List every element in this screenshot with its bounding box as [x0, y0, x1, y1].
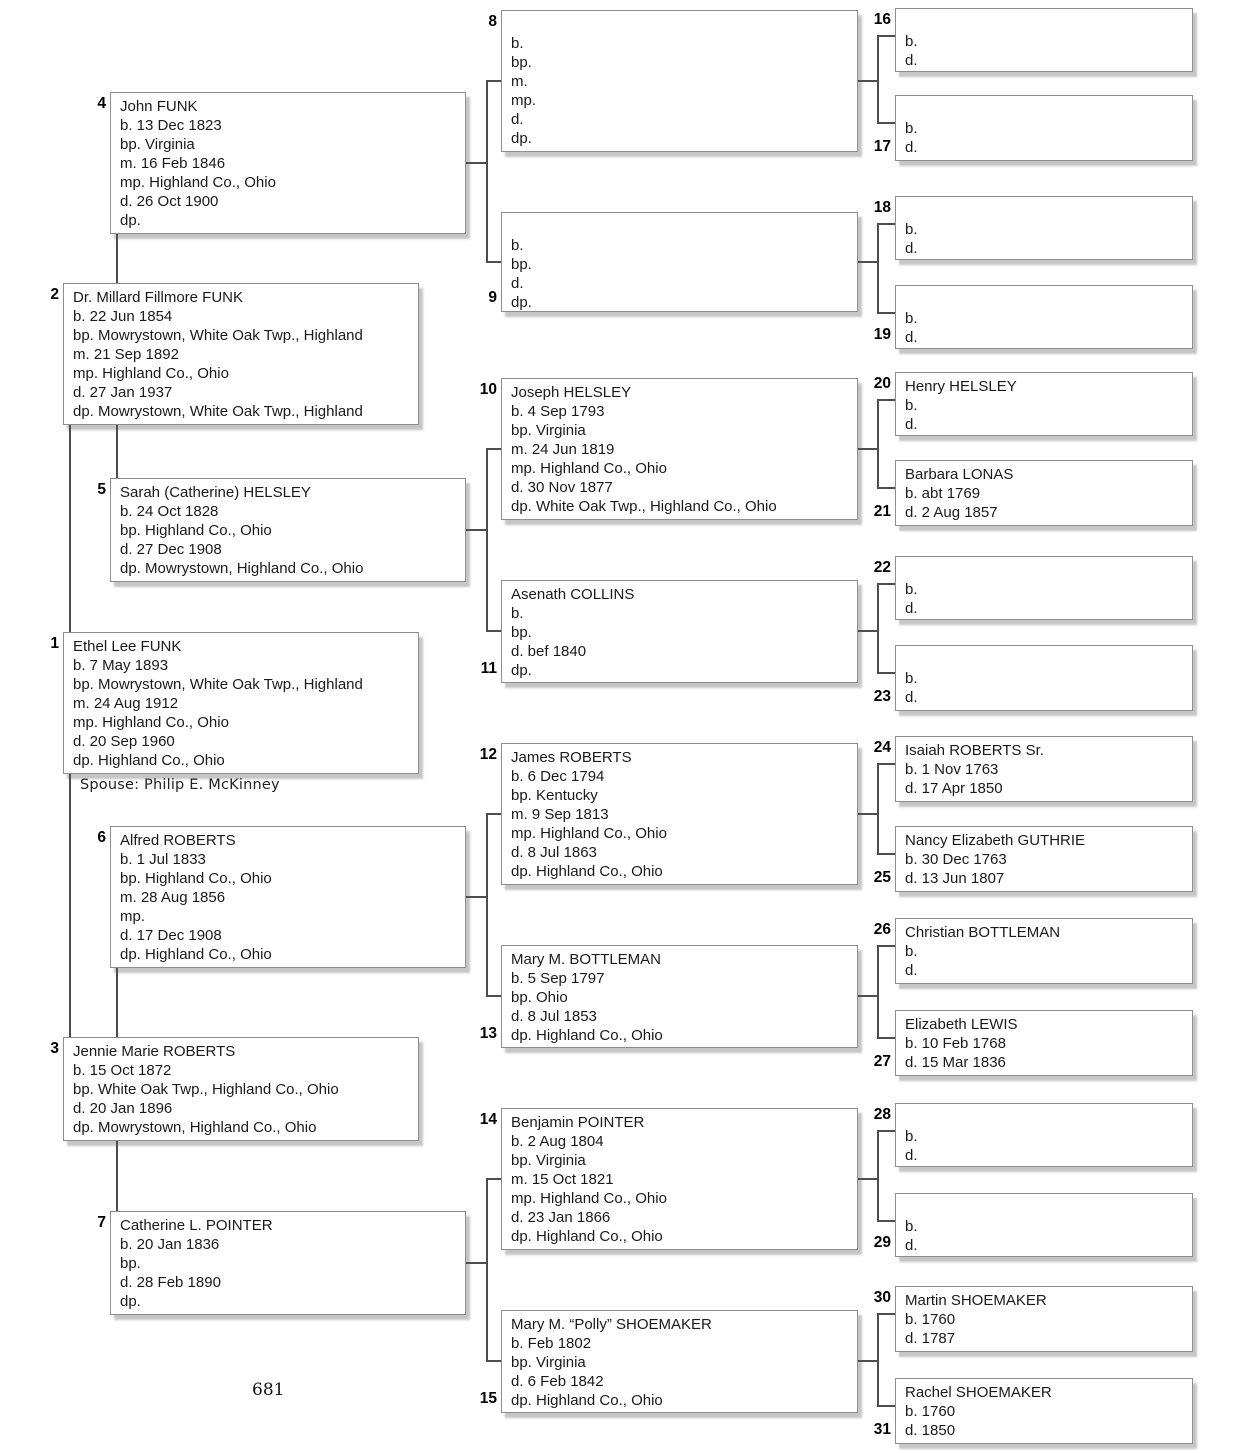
person-name: Henry HELSLEY — [905, 378, 1017, 395]
person-number: 29 — [873, 1234, 891, 1251]
person-detail: bp. — [120, 1255, 141, 1272]
person-name: Catherine L. POINTER — [120, 1217, 273, 1234]
connector-line — [486, 1360, 502, 1362]
spouse-note: Spouse: Philip E. McKinney — [80, 777, 280, 793]
person-number: 15 — [479, 1390, 497, 1407]
person-detail: b. 4 Sep 1793 — [511, 403, 605, 420]
person-name: Sarah (Catherine) HELSLEY — [120, 484, 311, 501]
person-detail: b. 2 Aug 1804 — [511, 1133, 604, 1150]
person-name — [905, 1108, 1188, 1127]
person-name: Joseph HELSLEY — [511, 384, 632, 401]
person-detail: dp. Mowrystown, White Oak Twp., Highland — [73, 403, 363, 420]
person-number: 11 — [480, 660, 497, 677]
person-name — [905, 1198, 1188, 1217]
person-name: Dr. Millard Fillmore FUNK — [73, 289, 244, 306]
person-box-6 — [110, 826, 466, 968]
person-detail: d. 17 Dec 1908 — [120, 927, 222, 944]
person-number: 17 — [873, 138, 891, 155]
person-detail: mp. Highland Co., Ohio — [120, 174, 276, 191]
person-detail: b. — [511, 35, 524, 52]
person-detail: b. 24 Oct 1828 — [120, 503, 219, 520]
person-detail: d. — [905, 139, 918, 156]
person-number: 26 — [873, 921, 891, 938]
person-name: Isaiah ROBERTS Sr. — [905, 742, 1044, 759]
person-detail: d. — [511, 111, 524, 128]
person-number: 14 — [479, 1111, 497, 1128]
person-detail: dp. — [120, 212, 141, 229]
person-detail: b. 22 Jun 1854 — [73, 308, 173, 325]
person-detail: d. 1787 — [905, 1330, 956, 1347]
person-detail: bp. Virginia — [120, 136, 195, 153]
person-detail: d. 13 Jun 1807 — [905, 870, 1005, 887]
connector-line — [877, 1313, 879, 1407]
person-detail: bp. — [511, 624, 532, 641]
connector-line — [877, 1130, 879, 1222]
person-box-11 — [501, 580, 858, 683]
connector-line — [877, 583, 879, 674]
connector-line — [466, 162, 488, 164]
person-detail: mp. Highland Co., Ohio — [511, 1190, 667, 1207]
person-box-21 — [895, 460, 1193, 526]
person-detail: dp. Highland Co., Ohio — [511, 1027, 663, 1044]
person-detail: d. 26 Oct 1900 — [120, 193, 219, 210]
connector-line — [486, 813, 502, 815]
person-name: Nancy Elizabeth GUTHRIE — [905, 832, 1086, 849]
person-box-19 — [895, 285, 1193, 349]
person-detail: b. 1 Jul 1833 — [120, 851, 206, 868]
person-detail: bp. Mowrystown, White Oak Twp., Highland — [73, 676, 363, 693]
person-box-22 — [895, 556, 1193, 620]
person-box-12 — [501, 743, 858, 885]
person-detail: bp. — [511, 256, 532, 273]
person-box-18 — [895, 196, 1193, 260]
person-detail: d. — [905, 600, 918, 617]
person-detail: b. — [511, 605, 524, 622]
person-detail: d. 23 Jan 1866 — [511, 1209, 611, 1226]
person-detail: d. 28 Feb 1890 — [120, 1274, 221, 1291]
person-box-2 — [63, 283, 419, 425]
person-box-7 — [110, 1211, 466, 1315]
person-detail: mp. Highland Co., Ohio — [511, 460, 667, 477]
person-number: 7 — [97, 1214, 106, 1231]
person-name: Ethel Lee FUNK — [73, 638, 182, 655]
person-number: 6 — [97, 829, 106, 846]
person-name: Asenath COLLINS — [511, 586, 635, 603]
connector-line — [877, 487, 895, 489]
connector-line — [486, 630, 502, 632]
connector-line — [486, 1178, 502, 1180]
person-box-24 — [895, 736, 1193, 802]
person-detail: bp. Highland Co., Ohio — [120, 870, 272, 887]
person-box-28 — [895, 1103, 1193, 1167]
connector-line — [877, 223, 879, 314]
person-number: 24 — [873, 739, 891, 756]
person-detail: dp. Highland Co., Ohio — [120, 946, 272, 963]
person-detail: b. — [905, 943, 918, 960]
person-detail: d. 27 Jan 1937 — [73, 384, 173, 401]
person-detail: d. — [905, 689, 918, 706]
person-detail: d. 15 Mar 1836 — [905, 1054, 1006, 1071]
person-detail: d. 8 Jul 1863 — [511, 844, 597, 861]
person-detail: d. 20 Sep 1960 — [73, 733, 175, 750]
person-detail: b. — [905, 221, 918, 238]
person-detail: m. 15 Oct 1821 — [511, 1171, 614, 1188]
connector-line — [466, 529, 488, 531]
connector-line — [877, 35, 879, 124]
person-detail: bp. Kentucky — [511, 787, 598, 804]
connector-line — [486, 261, 502, 263]
person-detail: d. 2 Aug 1857 — [905, 504, 998, 521]
person-number: 9 — [488, 289, 497, 306]
person-detail: d. — [511, 275, 524, 292]
person-box-9 — [501, 212, 858, 312]
person-detail: b. 13 Dec 1823 — [120, 117, 222, 134]
person-box-29 — [895, 1193, 1193, 1257]
person-number: 5 — [97, 481, 106, 498]
person-detail: b. — [905, 33, 918, 50]
person-box-30 — [895, 1286, 1193, 1352]
connector-line — [877, 399, 879, 489]
person-name: Christian BOTTLEMAN — [905, 924, 1061, 941]
person-box-20 — [895, 372, 1193, 436]
person-name — [511, 15, 853, 34]
person-number: 21 — [873, 503, 891, 520]
connector-line — [486, 80, 488, 263]
connector-line — [877, 399, 895, 401]
connector-line — [877, 583, 895, 585]
connector-line — [858, 813, 879, 815]
person-name — [905, 100, 1188, 119]
person-name: John FUNK — [120, 98, 198, 115]
person-name: Jennie Marie ROBERTS — [73, 1043, 236, 1060]
person-name — [511, 217, 853, 236]
person-detail: b. 1 Nov 1763 — [905, 761, 999, 778]
person-number: 12 — [479, 746, 497, 763]
person-box-13 — [501, 945, 858, 1048]
person-name — [905, 650, 1188, 669]
connector-line — [877, 945, 879, 1039]
person-detail: mp. Highland Co., Ohio — [73, 714, 229, 731]
person-box-4 — [110, 92, 466, 234]
person-number: 3 — [50, 1040, 59, 1057]
connector-line — [877, 945, 895, 947]
person-detail: d. 6 Feb 1842 — [511, 1373, 604, 1390]
connector-line — [486, 448, 488, 632]
connector-line — [877, 853, 895, 855]
person-detail: b. 7 May 1893 — [73, 657, 169, 674]
person-detail: dp. — [120, 1293, 141, 1310]
person-detail: mp. — [511, 92, 537, 109]
connector-line — [877, 122, 895, 124]
person-detail: b. — [905, 120, 918, 137]
person-name: Alfred ROBERTS — [120, 832, 236, 849]
person-name — [905, 290, 1188, 309]
person-detail: m. 28 Aug 1856 — [120, 889, 226, 906]
person-name: Elizabeth LEWIS — [905, 1016, 1018, 1033]
person-detail: d. — [905, 962, 918, 979]
person-detail: mp. Highland Co., Ohio — [73, 365, 229, 382]
person-box-16 — [895, 8, 1193, 72]
person-detail: d. 8 Jul 1853 — [511, 1008, 597, 1025]
person-box-10 — [501, 378, 858, 520]
person-detail: mp. Highland Co., Ohio — [511, 825, 667, 842]
person-detail: bp. Mowrystown, White Oak Twp., Highland — [73, 327, 363, 344]
connector-line — [877, 1130, 895, 1132]
connector-line — [877, 1220, 895, 1222]
person-detail: m. — [511, 73, 528, 90]
connector-line — [877, 312, 895, 314]
person-number: 22 — [873, 559, 891, 576]
connector-line — [858, 80, 879, 82]
connector-line — [486, 448, 502, 450]
person-box-27 — [895, 1010, 1193, 1076]
person-box-26 — [895, 918, 1193, 984]
person-number: 30 — [873, 1289, 891, 1306]
person-detail: b. — [905, 581, 918, 598]
person-detail: b. 1760 — [905, 1403, 956, 1420]
person-detail: b. 1760 — [905, 1311, 956, 1328]
person-box-23 — [895, 645, 1193, 711]
person-detail: bp. — [511, 54, 532, 71]
person-number: 1 — [50, 635, 59, 652]
connector-line — [877, 763, 895, 765]
person-detail: dp. Highland Co., Ohio — [511, 1228, 663, 1245]
person-detail: b. 15 Oct 1872 — [73, 1062, 172, 1079]
person-name: Rachel SHOEMAKER — [905, 1384, 1052, 1401]
person-detail: dp. Highland Co., Ohio — [511, 1392, 663, 1409]
connector-line — [877, 1313, 895, 1315]
person-detail: d. — [905, 416, 918, 433]
person-detail: d. bef 1840 — [511, 643, 587, 660]
person-box-3 — [63, 1037, 419, 1141]
person-detail: m. 21 Sep 1892 — [73, 346, 179, 363]
person-detail: b. — [905, 1218, 918, 1235]
person-box-8 — [501, 10, 858, 152]
person-name — [905, 561, 1188, 580]
person-number: 19 — [873, 326, 891, 343]
connector-line — [877, 35, 895, 37]
person-detail: m. 9 Sep 1813 — [511, 806, 609, 823]
person-detail: d. 20 Jan 1896 — [73, 1100, 173, 1117]
person-detail: dp. Mowrystown, Highland Co., Ohio — [120, 560, 364, 577]
person-number: 10 — [479, 381, 497, 398]
person-detail: dp. Highland Co., Ohio — [511, 863, 663, 880]
person-detail: d. 30 Nov 1877 — [511, 479, 613, 496]
person-box-17 — [895, 95, 1193, 161]
connector-line — [466, 1262, 488, 1264]
person-number: 27 — [873, 1053, 891, 1070]
person-name — [905, 201, 1188, 220]
person-number: 18 — [873, 199, 891, 216]
person-detail: b. 5 Sep 1797 — [511, 970, 605, 987]
person-detail: b. 6 Dec 1794 — [511, 768, 605, 785]
person-detail: b. 20 Jan 1836 — [120, 1236, 220, 1253]
person-number: 8 — [488, 13, 497, 30]
person-number: 4 — [97, 95, 106, 112]
person-detail: b. 30 Dec 1763 — [905, 851, 1007, 868]
connector-line — [486, 813, 488, 997]
person-detail: dp. Mowrystown, Highland Co., Ohio — [73, 1119, 317, 1136]
person-name: Benjamin POINTER — [511, 1114, 645, 1131]
person-detail: d. — [905, 240, 918, 257]
connector-line — [486, 80, 502, 82]
person-number: 25 — [873, 869, 891, 886]
person-detail: b. Feb 1802 — [511, 1335, 592, 1352]
connector-line — [877, 223, 895, 225]
person-number: 16 — [873, 11, 891, 28]
person-name: Martin SHOEMAKER — [905, 1292, 1047, 1309]
person-detail: dp. — [511, 130, 532, 147]
person-detail: m. 24 Jun 1819 — [511, 441, 615, 458]
person-detail: m. 16 Feb 1846 — [120, 155, 226, 172]
person-name — [905, 13, 1188, 32]
person-detail: b. 10 Feb 1768 — [905, 1035, 1006, 1052]
person-name: James ROBERTS — [511, 749, 632, 766]
person-detail: bp. Highland Co., Ohio — [120, 522, 272, 539]
person-detail: d. 17 Apr 1850 — [905, 780, 1003, 797]
connector-line — [858, 630, 879, 632]
person-detail: d. — [905, 329, 918, 346]
person-number: 31 — [873, 1421, 891, 1438]
connector-line — [877, 1037, 895, 1039]
person-detail: bp. Ohio — [511, 989, 568, 1006]
person-detail: d. 1850 — [905, 1422, 956, 1439]
connector-line — [877, 763, 879, 855]
person-detail: b. — [905, 397, 918, 414]
person-detail: bp. White Oak Twp., Highland Co., Ohio — [73, 1081, 339, 1098]
person-detail: b. abt 1769 — [905, 485, 981, 502]
person-box-5 — [110, 478, 466, 582]
connector-line — [858, 1360, 879, 1362]
connector-line — [858, 448, 879, 450]
connector-line — [858, 995, 879, 997]
person-detail: dp. — [511, 294, 532, 311]
connector-line — [877, 672, 895, 674]
connector-line — [486, 995, 502, 997]
person-detail: mp. — [120, 908, 146, 925]
connector-line — [486, 1178, 488, 1362]
person-detail: dp. Highland Co., Ohio — [73, 752, 225, 769]
person-box-14 — [501, 1108, 858, 1250]
connector-line — [858, 1178, 879, 1180]
person-detail: bp. Virginia — [511, 1152, 586, 1169]
person-detail: bp. Virginia — [511, 422, 586, 439]
person-box-15 — [501, 1310, 858, 1413]
person-detail: b. — [905, 1128, 918, 1145]
person-detail: b. — [511, 237, 524, 254]
person-detail: m. 24 Aug 1912 — [73, 695, 179, 712]
person-detail: d. — [905, 52, 918, 69]
connector-line — [877, 1405, 895, 1407]
person-box-31 — [895, 1378, 1193, 1444]
person-name: Mary M. “Polly” SHOEMAKER — [511, 1316, 712, 1333]
person-number: 23 — [873, 688, 891, 705]
connector-line — [466, 896, 488, 898]
person-number: 28 — [873, 1106, 891, 1123]
person-detail: d. — [905, 1237, 918, 1254]
person-detail: dp. — [511, 662, 532, 679]
person-detail: dp. White Oak Twp., Highland Co., Ohio — [511, 498, 777, 515]
person-detail: b. — [905, 670, 918, 687]
person-detail: b. — [905, 310, 918, 327]
person-box-25 — [895, 826, 1193, 892]
page-number: 681 — [252, 1380, 285, 1400]
person-number: 13 — [479, 1025, 497, 1042]
connector-line — [858, 261, 879, 263]
person-number: 2 — [50, 286, 59, 303]
person-detail: d. — [905, 1147, 918, 1164]
person-name: Mary M. BOTTLEMAN — [511, 951, 662, 968]
person-detail: d. 27 Dec 1908 — [120, 541, 222, 558]
person-number: 20 — [873, 375, 891, 392]
person-name: Barbara LONAS — [905, 466, 1014, 483]
person-detail: bp. Virginia — [511, 1354, 586, 1371]
person-box-1 — [63, 632, 419, 774]
